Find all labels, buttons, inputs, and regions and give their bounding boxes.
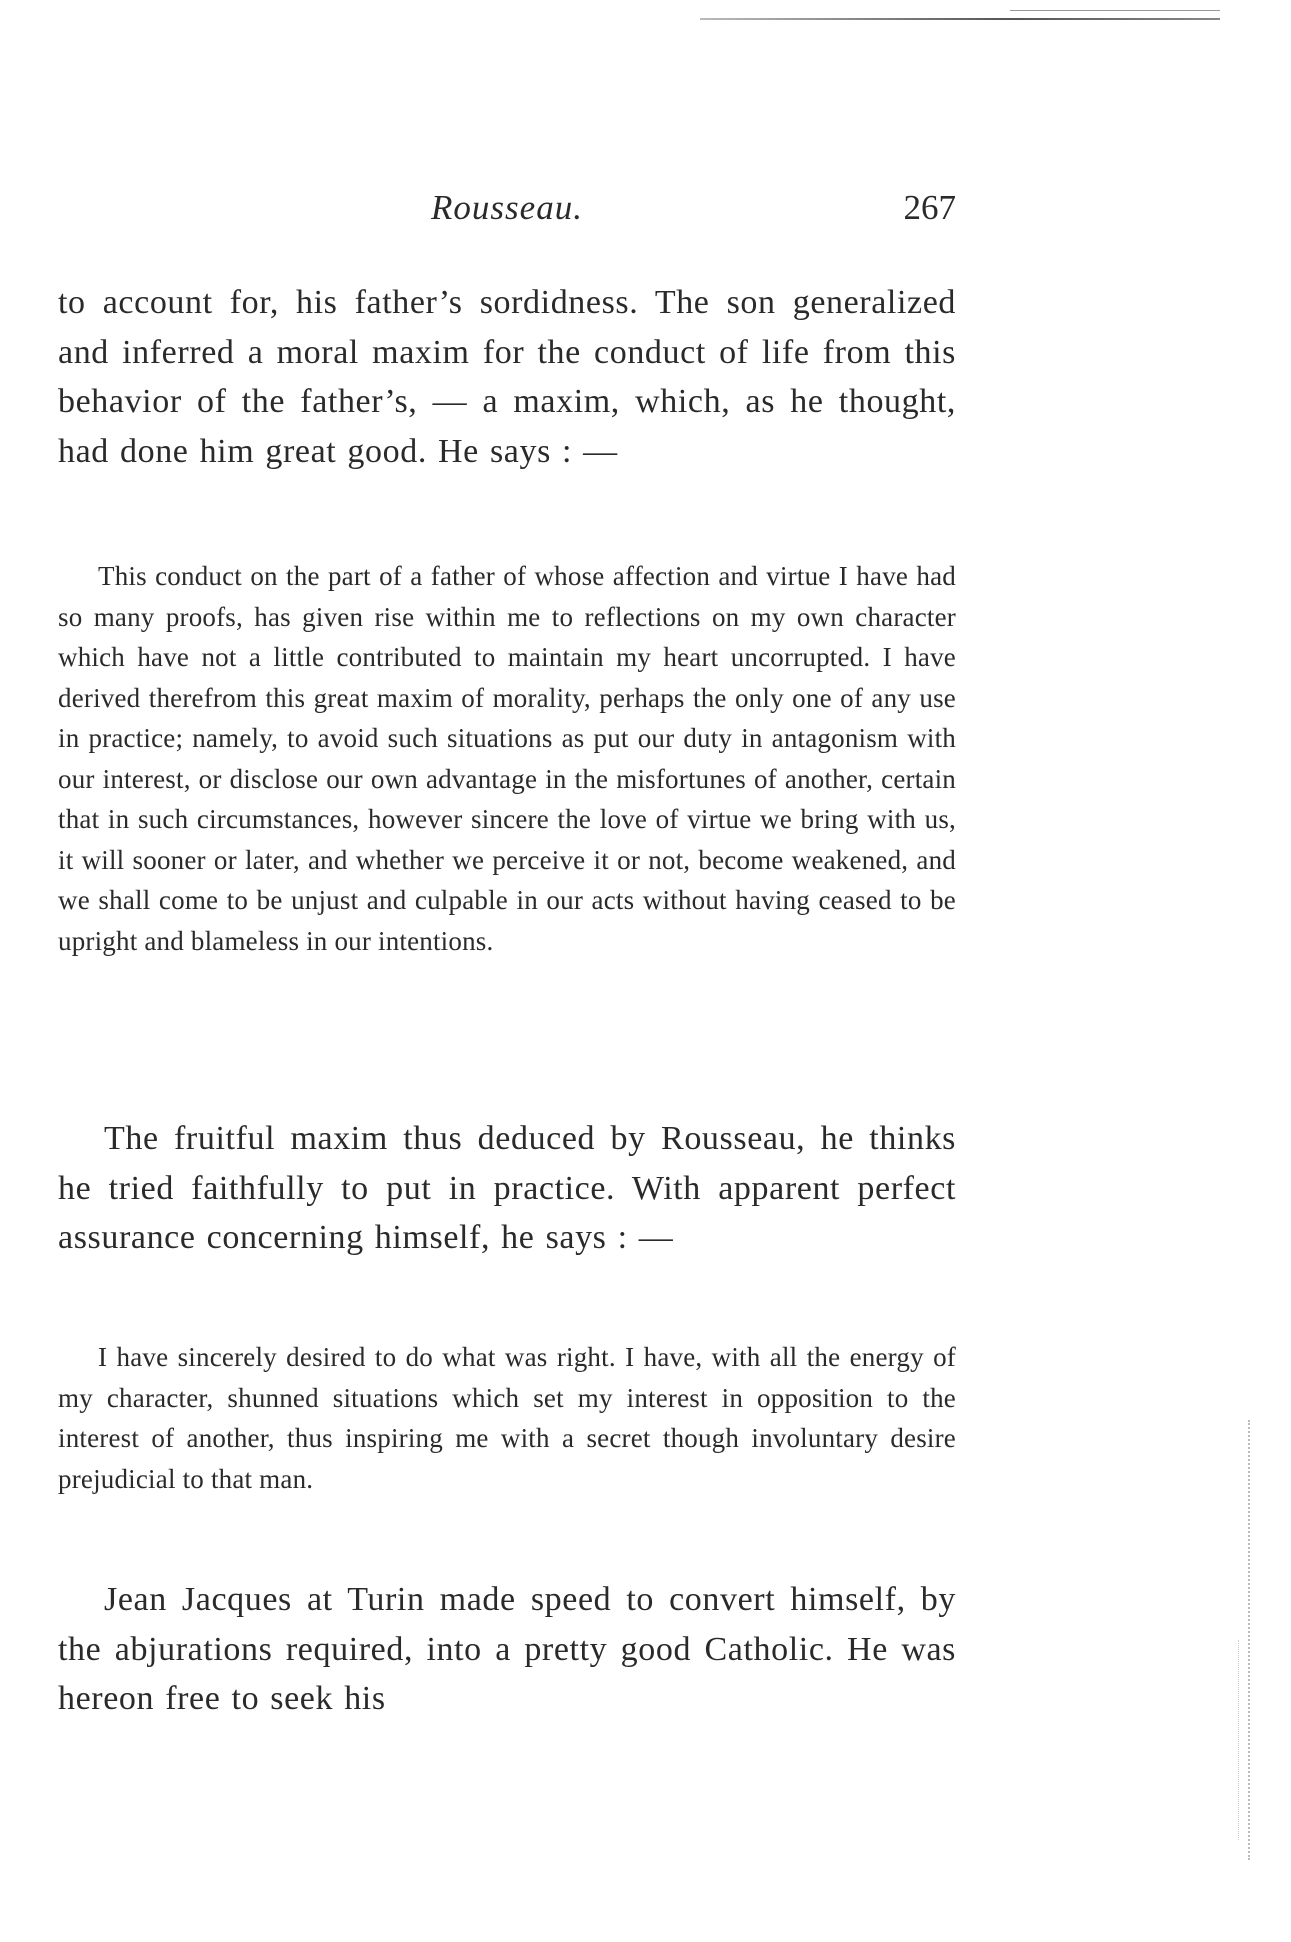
block-quote-1: This conduct on the part of a father of whose affection and virtue I have had so many proofs, has given rise within me to reflections on my own character which have not a little contributed to maintain my heart uncorrupted. I have derived therefrom this great maxim of morality, perhaps the only one of any use in practice; namely, to avoid such situations as put our duty in antagonism with our interest, or disclose our own advantage in the misfortunes of another, certain that in such circumstances, however sincere the love of virtue we bring with us, it will sooner or later, and whether we perceive it or not, become weakened, and we shall come to be unjust and culpable in our acts without having ceased to be upright and blameless in our intentions.	[58, 561, 956, 956]
scan-margin-speckle	[1248, 1420, 1254, 1860]
page-number: 267	[903, 188, 956, 227]
page-header	[58, 188, 956, 238]
scan-margin-speckle-faint	[1238, 1640, 1243, 1840]
scan-edge-rule-faint	[1010, 10, 1220, 11]
body-paragraph-3: Jean Jacques at Turin made speed to convert himself, by the abjurations required, into a pretty good Catholic. He was hereon free to seek his	[58, 1581, 956, 1717]
body-paragraph-1: to account for, his father’s sordidness. The son generalized and inferred a moral maxim for the conduct of life from this behavior of the father’s, — a maxim, which, as he thought, had done him great good. He says : —	[58, 284, 956, 470]
block-quote-2: I have sincerely desired to do what was right. I have, with all the energy of my character, shunned situations which set my interest in opposition to the interest of another, thus inspiring me with a secret though involuntary desire prejudicial to that man.	[58, 1342, 956, 1494]
running-title: Rousseau.	[431, 188, 583, 227]
scan-edge-rule	[700, 18, 1220, 20]
body-paragraph-2: The fruitful maxim thus deduced by Rousseau, he thinks he tried faithfully to put in practice. With apparent perfect assurance concerning himself, he says : —	[58, 1120, 956, 1256]
